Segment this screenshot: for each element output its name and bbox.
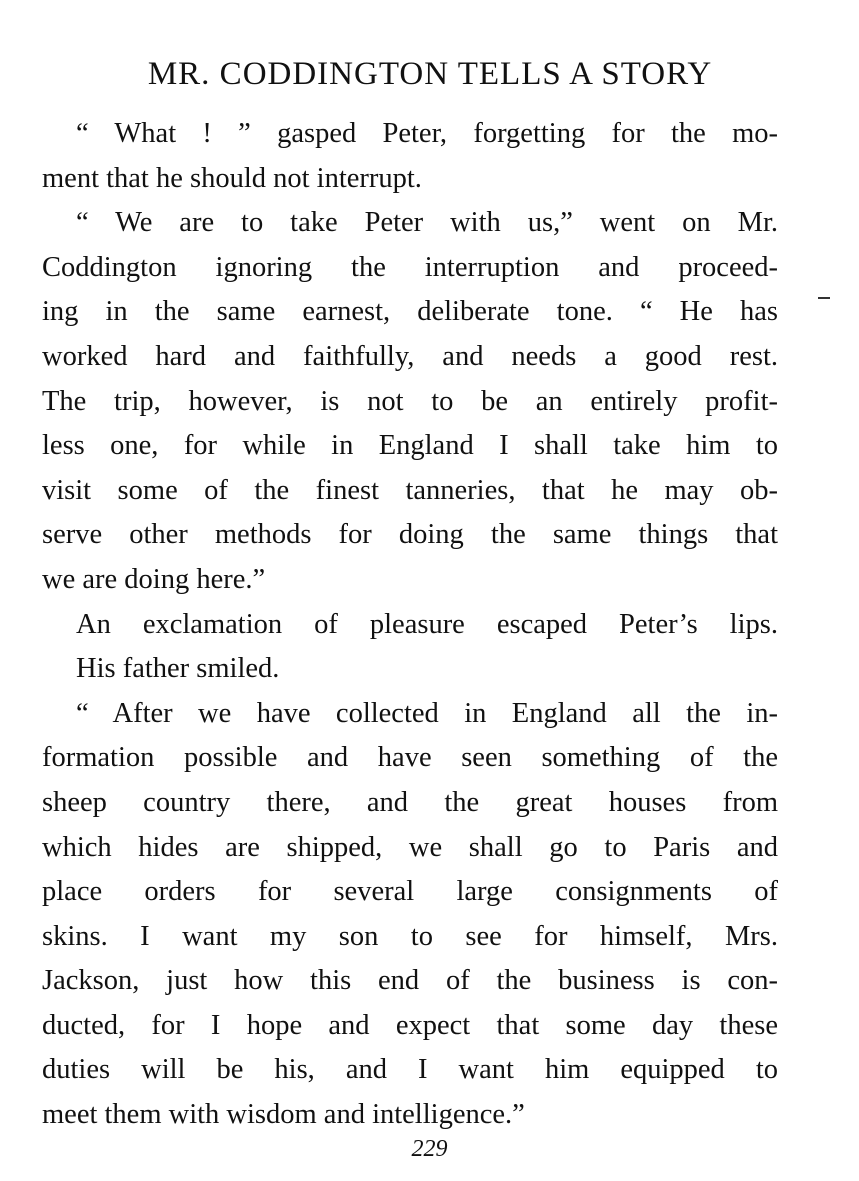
- text-line: duties will be his, and I want him equipped to: [42, 1054, 778, 1086]
- page-number: 229: [411, 1136, 448, 1162]
- text-line: sheep country there, and the great houses from: [42, 786, 778, 818]
- text-line: which hides are shipped, we shall go to Paris and: [42, 831, 778, 863]
- margin-mark: [818, 297, 830, 299]
- text-line: “ After we have collected in England all the in-: [76, 697, 778, 729]
- running-head: MR. CODDINGTON TELLS A STORY: [147, 56, 713, 92]
- text-line: worked hard and faithfully, and needs a good rest.: [42, 340, 778, 372]
- text-line: meet them with wisdom and intelligence.”: [42, 1099, 525, 1131]
- text-line: The trip, however, is not to be an entirely profit-: [42, 385, 778, 417]
- body-text: [42, 112, 778, 1138]
- text-line: place orders for several large consignments of: [42, 876, 778, 908]
- text-line: Jackson, just how this end of the business is con-: [42, 965, 778, 997]
- text-line: His father smiled.: [76, 653, 280, 685]
- text-line: skins. I want my son to see for himself, Mrs.: [42, 920, 778, 952]
- text-line: serve other methods for doing the same things that: [42, 519, 778, 551]
- text-line: ing in the same earnest, deliberate tone. “ He has: [42, 296, 778, 328]
- text-line: formation possible and have seen something of the: [42, 742, 778, 774]
- text-line: ment that he should not interrupt.: [42, 162, 422, 194]
- text-line: An exclamation of pleasure escaped Peter’s lips.: [76, 608, 778, 640]
- text-line: “ What ! ” gasped Peter, forgetting for the mo-: [76, 118, 778, 149]
- text-line: we are doing here.”: [42, 563, 266, 595]
- text-line: “ We are to take Peter with us,” went on Mr.: [76, 207, 778, 239]
- text-line: Coddington ignoring the interruption and proceed-: [42, 251, 778, 283]
- text-line: visit some of the finest tanneries, that he may ob-: [42, 474, 778, 506]
- text-line: less one, for while in England I shall take him to: [42, 430, 778, 462]
- text-line: ducted, for I hope and expect that some day these: [42, 1009, 778, 1041]
